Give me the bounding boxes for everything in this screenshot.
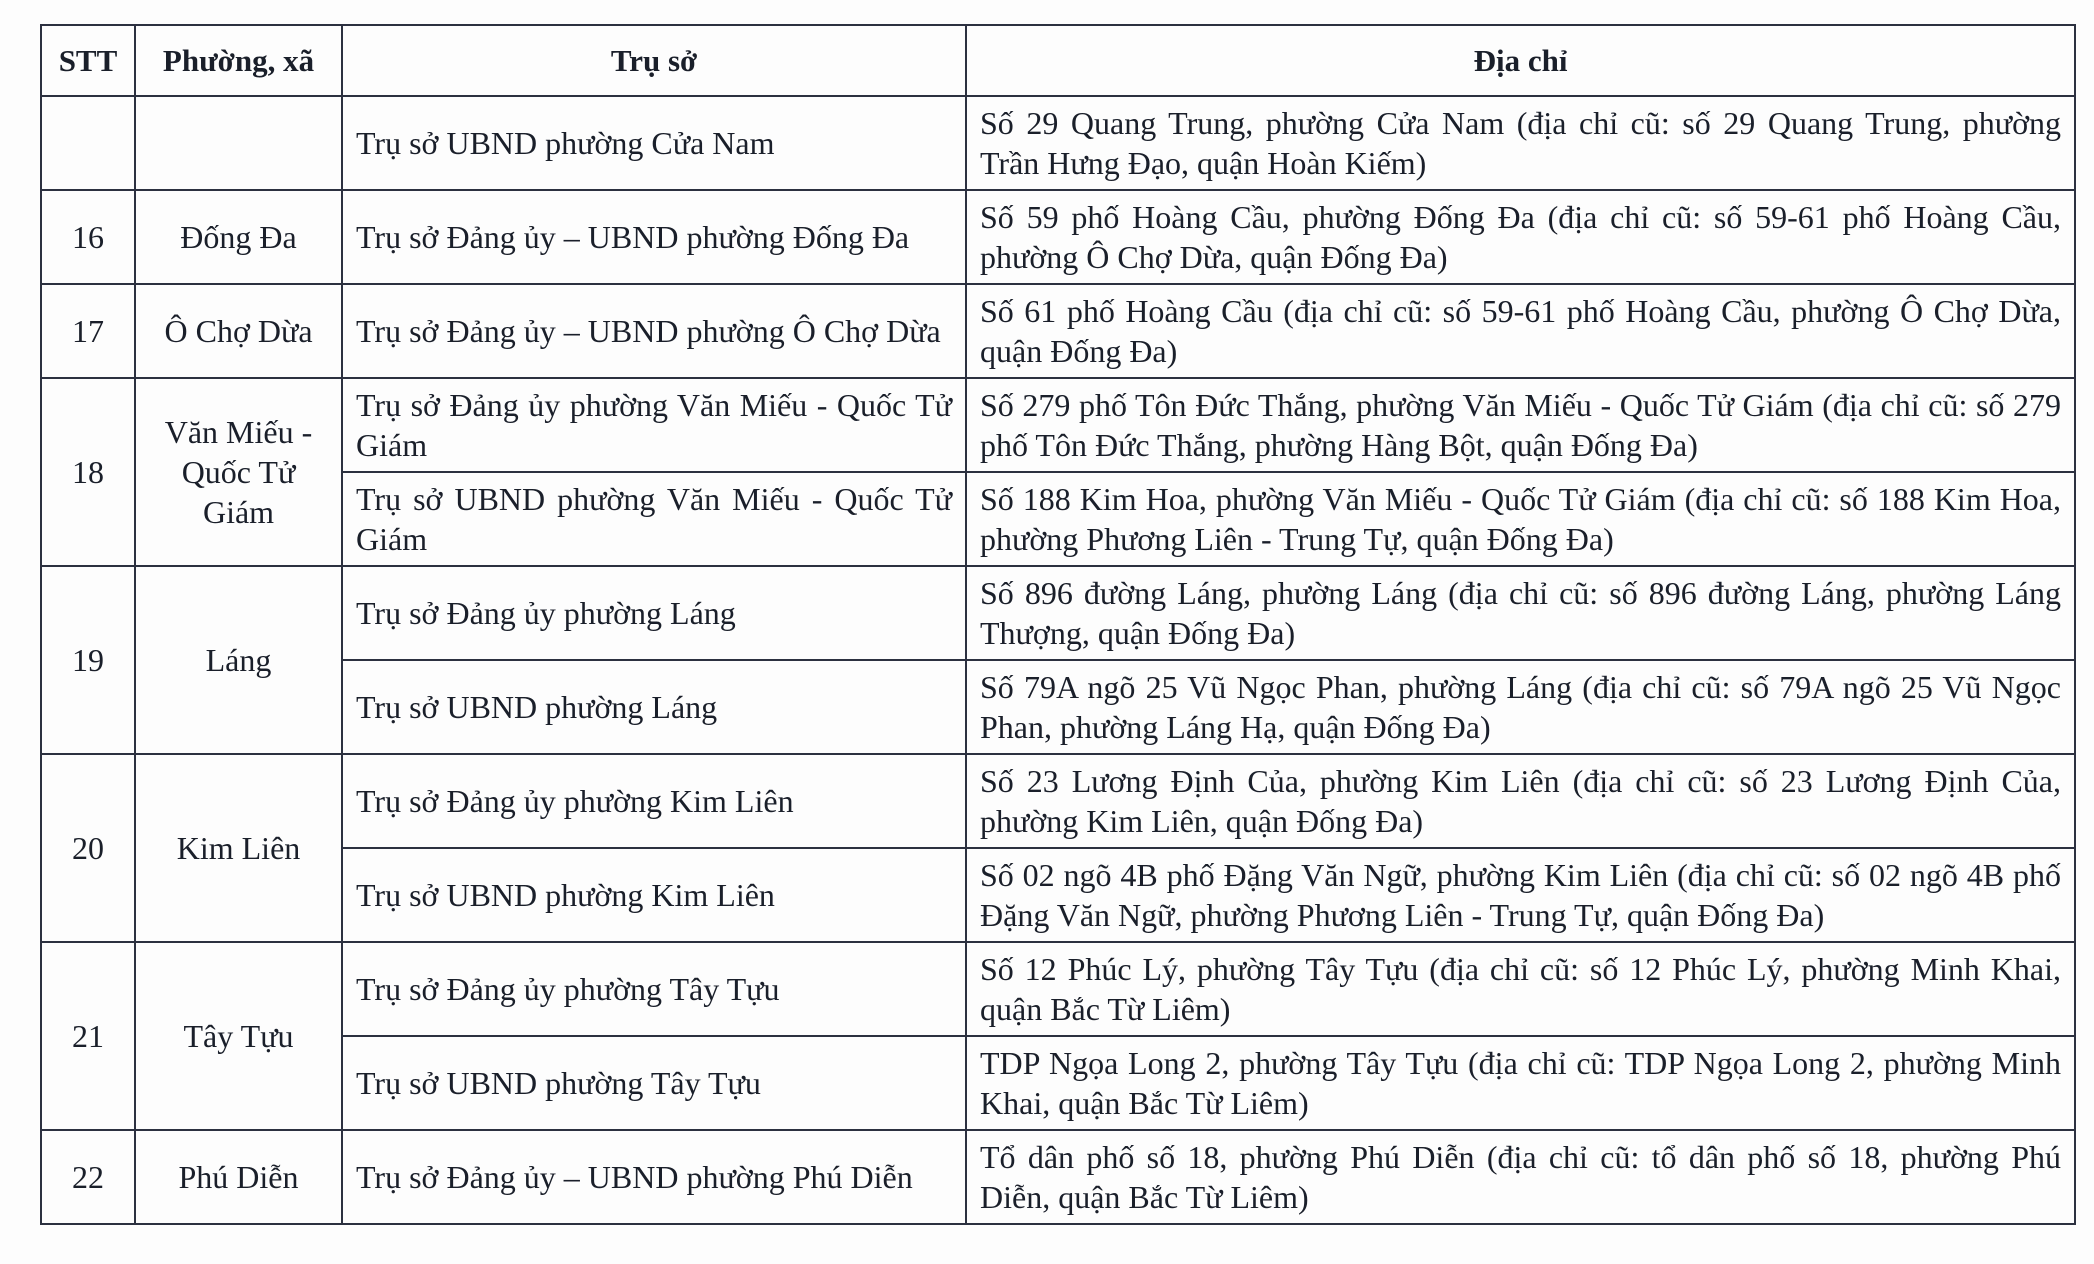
- address-cell: Số 23 Lương Định Của, phường Kim Liên (địa chỉ cũ: số 23 Lương Định Của, phường Kim Liên, quận Đống Đa): [966, 754, 2075, 848]
- stt-cell: 16: [41, 190, 135, 284]
- address-cell: Số 59 phố Hoàng Cầu, phường Đống Đa (địa chỉ cũ: số 59-61 phố Hoàng Cầu, phường Ô Chợ Dừa, quận Đống Đa): [966, 190, 2075, 284]
- table-row: [41, 660, 2075, 754]
- address-cell: Số 02 ngõ 4B phố Đặng Văn Ngữ, phường Kim Liên (địa chỉ cũ: số 02 ngõ 4B phố Đặng Văn Ngữ, phường Phương Liên - Trung Tự, quận Đống Đa): [966, 848, 2075, 942]
- column-header-ward: Phường, xã: [135, 25, 342, 96]
- table-row: [41, 190, 2075, 284]
- headquarters-cell: Trụ sở Đảng ủy – UBND phường Đống Đa: [342, 190, 966, 284]
- ward-cell: Ô Chợ Dừa: [135, 284, 342, 378]
- stt-cell: [41, 96, 135, 190]
- address-cell: Số 61 phố Hoàng Cầu (địa chỉ cũ: số 59-61 phố Hoàng Cầu, phường Ô Chợ Dừa, quận Đống Đa): [966, 284, 2075, 378]
- table-row: [41, 942, 2075, 1036]
- table-row: [41, 284, 2075, 378]
- table-row: [41, 566, 2075, 660]
- address-cell: Số 29 Quang Trung, phường Cửa Nam (địa chỉ cũ: số 29 Quang Trung, phường Trần Hưng Đạo, quận Hoàn Kiếm): [966, 96, 2075, 190]
- headquarters-cell: Trụ sở Đảng ủy – UBND phường Ô Chợ Dừa: [342, 284, 966, 378]
- table-row: [41, 754, 2075, 848]
- table-row: [41, 96, 2075, 190]
- headquarters-cell: Trụ sở Đảng ủy – UBND phường Phú Diễn: [342, 1130, 966, 1224]
- headquarters-cell: Trụ sở UBND phường Cửa Nam: [342, 96, 966, 190]
- column-header-stt: STT: [41, 25, 135, 96]
- column-header-address: Địa chỉ: [966, 25, 2075, 96]
- ward-cell: Phú Diễn: [135, 1130, 342, 1224]
- ward-cell: Đống Đa: [135, 190, 342, 284]
- headquarters-cell: Trụ sở UBND phường Kim Liên: [342, 848, 966, 942]
- table-header-row: [41, 25, 2075, 96]
- headquarters-cell: Trụ sở Đảng ủy phường Tây Tựu: [342, 942, 966, 1036]
- address-cell: Số 12 Phúc Lý, phường Tây Tựu (địa chỉ cũ: số 12 Phúc Lý, phường Minh Khai, quận Bắc Từ Liêm): [966, 942, 2075, 1036]
- ward-cell: Láng: [135, 566, 342, 754]
- ward-cell: Kim Liên: [135, 754, 342, 942]
- address-cell: Số 79A ngõ 25 Vũ Ngọc Phan, phường Láng (địa chỉ cũ: số 79A ngõ 25 Vũ Ngọc Phan, phường Láng Hạ, quận Đống Đa): [966, 660, 2075, 754]
- table-row: [41, 1130, 2075, 1224]
- headquarters-cell: Trụ sở Đảng ủy phường Láng: [342, 566, 966, 660]
- ward-cell: [135, 96, 342, 190]
- stt-cell: 17: [41, 284, 135, 378]
- stt-cell: 20: [41, 754, 135, 942]
- headquarters-cell: Trụ sở UBND phường Tây Tựu: [342, 1036, 966, 1130]
- headquarters-cell: Trụ sở Đảng ủy phường Văn Miếu - Quốc Tử Giám: [342, 378, 966, 472]
- table-row: [41, 472, 2075, 566]
- headquarters-address-table: [40, 24, 2076, 1225]
- column-header-headquarters: Trụ sở: [342, 25, 966, 96]
- address-cell: Số 188 Kim Hoa, phường Văn Miếu - Quốc Tử Giám (địa chỉ cũ: số 188 Kim Hoa, phường Phương Liên - Trung Tự, quận Đống Đa): [966, 472, 2075, 566]
- table-row: [41, 1036, 2075, 1130]
- address-cell: TDP Ngọa Long 2, phường Tây Tựu (địa chỉ cũ: TDP Ngọa Long 2, phường Minh Khai, quận Bắc Từ Liêm): [966, 1036, 2075, 1130]
- stt-cell: 22: [41, 1130, 135, 1224]
- headquarters-cell: Trụ sở UBND phường Láng: [342, 660, 966, 754]
- ward-cell: Văn Miếu - Quốc Tử Giám: [135, 378, 342, 566]
- stt-cell: 18: [41, 378, 135, 566]
- ward-cell: Tây Tựu: [135, 942, 342, 1130]
- table-row: [41, 848, 2075, 942]
- stt-cell: 21: [41, 942, 135, 1130]
- address-cell: Tổ dân phố số 18, phường Phú Diễn (địa chỉ cũ: tổ dân phố số 18, phường Phú Diễn, quận Bắc Từ Liêm): [966, 1130, 2075, 1224]
- stt-cell: 19: [41, 566, 135, 754]
- address-cell: Số 279 phố Tôn Đức Thắng, phường Văn Miếu - Quốc Tử Giám (địa chỉ cũ: số 279 phố Tôn Đức Thắng, phường Hàng Bột, quận Đống Đa): [966, 378, 2075, 472]
- headquarters-cell: Trụ sở Đảng ủy phường Kim Liên: [342, 754, 966, 848]
- headquarters-cell: Trụ sở UBND phường Văn Miếu - Quốc Tử Giám: [342, 472, 966, 566]
- table-row: [41, 378, 2075, 472]
- address-cell: Số 896 đường Láng, phường Láng (địa chỉ cũ: số 896 đường Láng, phường Láng Thượng, quận Đống Đa): [966, 566, 2075, 660]
